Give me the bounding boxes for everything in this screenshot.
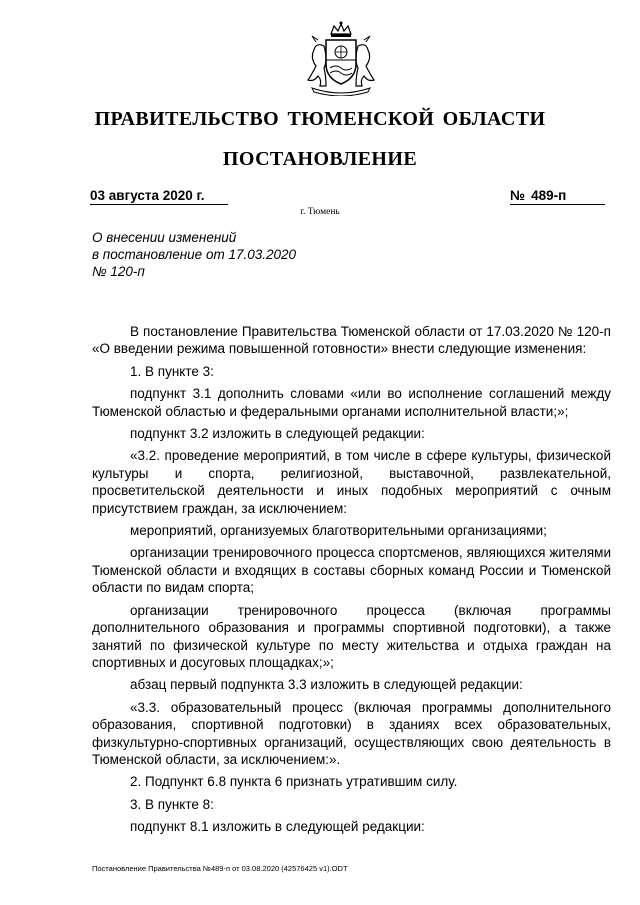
document-number [510, 188, 605, 205]
document-type: ПОСТАНОВЛЕНИЕ [222, 148, 418, 170]
document-city: г. Тюмень [300, 207, 340, 217]
body-paragraph: организации тренировочного процесса (включая программы дополнительного образования и программы спортивной подготовки), а также занятий по физической культуре по месту жительства и отдыха граждан на спортивных и досуговых площадках;»; [92, 602, 611, 670]
document-date-value: 03 августа 2020 г. [90, 188, 205, 203]
body-paragraph: абзац первый подпункта 3.3 изложить в следующей редакции: [130, 677, 523, 693]
body-paragraph: «3.2. проведение мероприятий, в том числе в сфере культуры, физической культуры и спорта, религиозной, выставочной, развлекательной, просветительской деятельности и иных подобных мероприятий с очным присутствием граждан, за исключением: [92, 448, 611, 516]
subject-line: № 120-п [92, 264, 145, 279]
body-paragraph: В постановление Правительства Тюменской области от 17.03.2020 № 120-п «О введении режима повышенной готовности» внести следующие изменения: [92, 324, 611, 357]
body-paragraph: 1. В пункте 3: [130, 363, 214, 379]
body-paragraph: подпункт 8.1 изложить в следующей редакции: [130, 819, 425, 835]
document-number-value: 489-п [531, 188, 567, 203]
body-paragraph: мероприятий, организуемых благотворительными организациями; [130, 523, 547, 539]
body-paragraph: 3. В пункте 8: [130, 796, 214, 812]
subject-line: О внесении изменений [92, 230, 237, 245]
document-footer: Постановление Правительства №489-п от 03.08.2020 (42576425 v1).ODT [92, 864, 348, 873]
number-sign: № [510, 188, 526, 203]
body-paragraph: 2. Подпункт 6.8 пункта 6 признать утратившим силу. [130, 774, 458, 790]
body-paragraph: подпункт 3.1 дополнить словами «или во исполнение соглашений между Тюменской областью и федеральными органами исполнительной власти;»; [92, 386, 611, 419]
document-subject [92, 229, 372, 280]
subject-line: в постановление от 17.03.2020 [92, 247, 297, 262]
tyumen-coat-of-arms-icon [298, 20, 384, 96]
body-paragraph: «3.3. образовательный процесс (включая программы дополнительного образования, спортивной подготовки) в зданиях всех образовательных, физкультурно-спортивных организаций, осуществляющих свою деятельность в Тюменской области, за исключением:». [92, 699, 611, 767]
document-date [90, 188, 228, 205]
government-title: ПРАВИТЕЛЬСТВО ТЮМЕНСКОЙ ОБЛАСТИ [94, 108, 546, 130]
body-paragraph: подпункт 3.2 изложить в следующей редакции: [130, 426, 425, 442]
body-paragraph: организации тренировочного процесса спортсменов, являющихся жителями Тюменской области и входящих в составы сборных команд России и Тюменской области по видам спорта; [92, 545, 611, 596]
document-body [92, 323, 611, 841]
